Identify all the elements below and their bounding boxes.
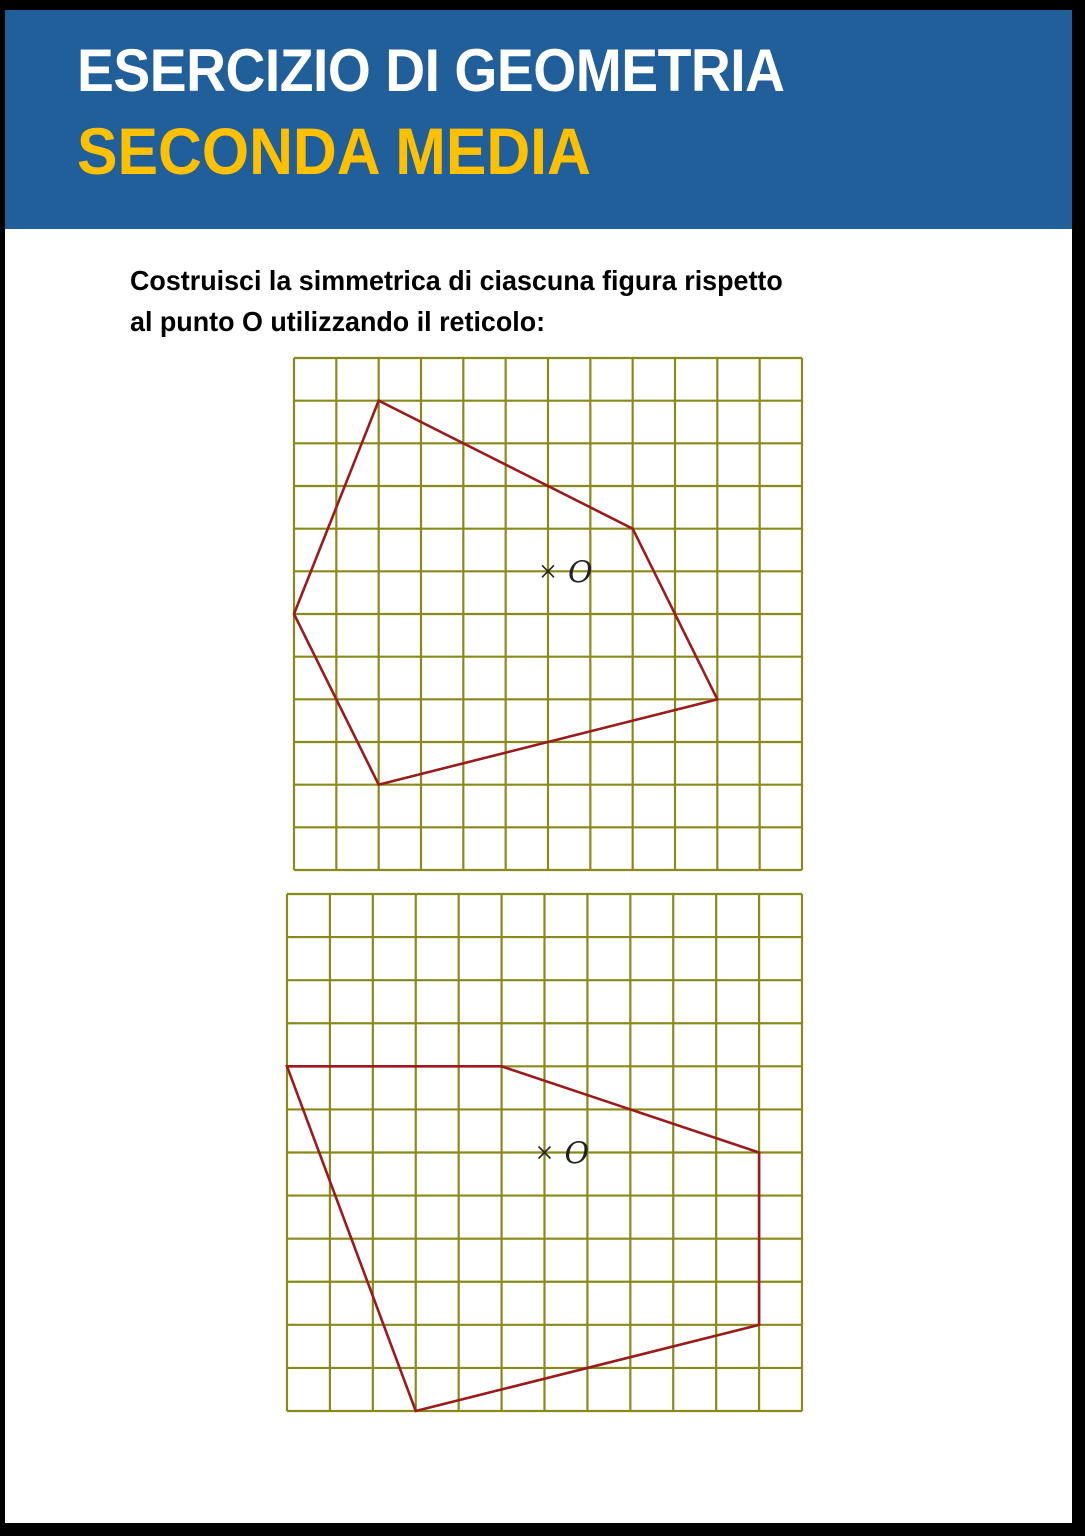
center-point-label: O bbox=[568, 555, 593, 591]
instructions-line-1: Costruisci la simmetrica di ciascuna figura rispetto bbox=[130, 265, 783, 296]
grid-figure-2 bbox=[287, 894, 802, 1411]
worksheet-title: ESERCIZIO DI GEOMETRIA bbox=[77, 37, 785, 104]
grid-figure-1 bbox=[294, 358, 802, 870]
center-point-label: O bbox=[564, 1136, 590, 1172]
grid-svg bbox=[285, 892, 804, 1413]
worksheet-page bbox=[5, 10, 1072, 1523]
header-banner bbox=[5, 10, 1072, 229]
instructions-line-2: al punto O utilizzando il reticolo: bbox=[130, 306, 546, 337]
grid-svg bbox=[292, 356, 804, 872]
worksheet-subtitle: SECONDA MEDIA bbox=[77, 114, 591, 188]
exercise-instructions bbox=[130, 260, 975, 342]
